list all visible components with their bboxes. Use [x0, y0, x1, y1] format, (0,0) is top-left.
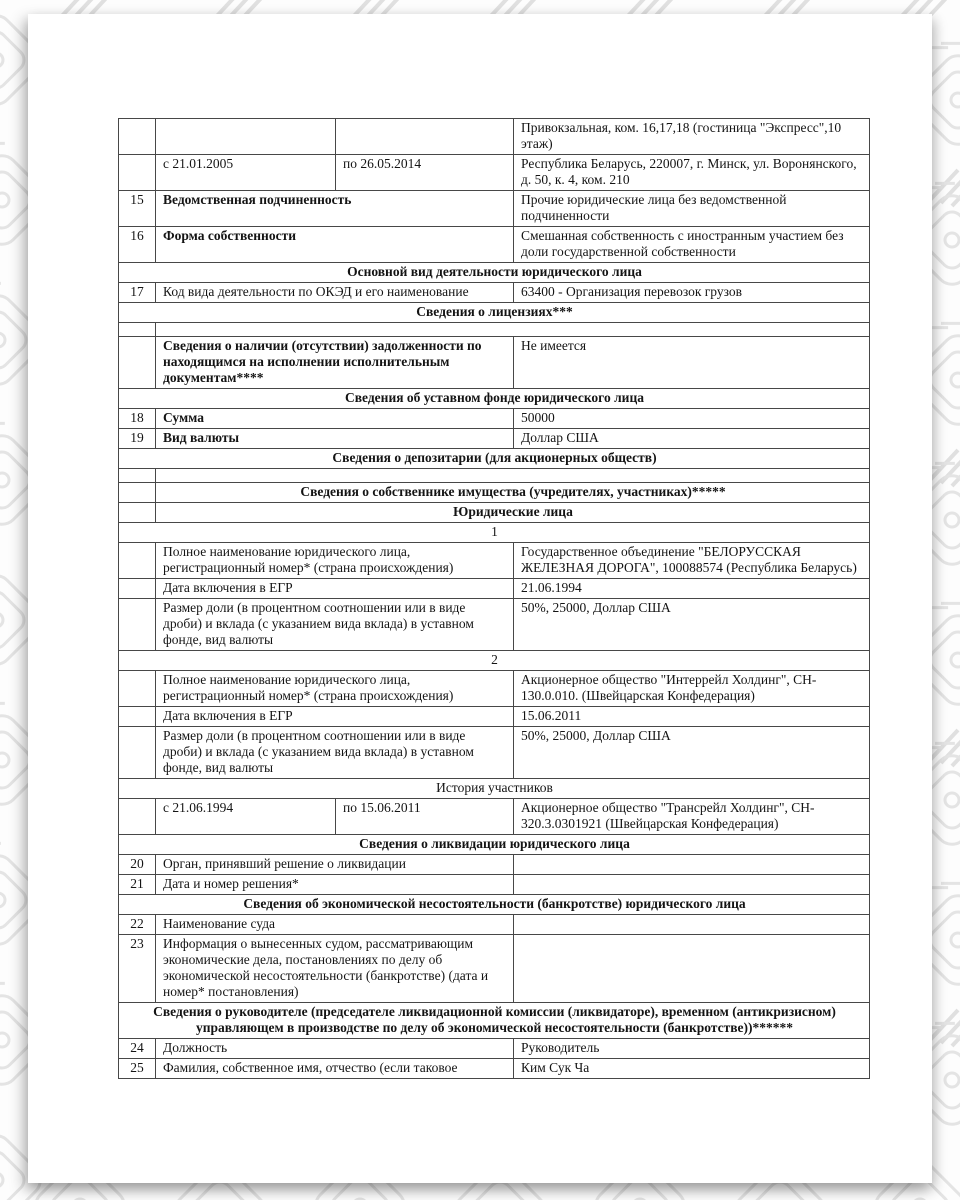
row-number-cell: [119, 119, 156, 155]
table-row: [119, 155, 870, 191]
table-row: [119, 429, 870, 449]
row-value-cell: 50000: [514, 409, 870, 429]
row-value-cell: Прочие юридические лица без ведомственной подчиненности: [514, 191, 870, 227]
row-number-cell: 25: [119, 1059, 156, 1079]
row-number-cell: [119, 483, 156, 503]
row-label-cell: Размер доли (в процентном соотношении или в виде дроби) и вклада (с указанием вида вклада) в уставном фонде, вид валюты: [156, 599, 514, 651]
table-row: [119, 483, 870, 503]
row-value-cell: 50%, 25000, Доллар США: [514, 599, 870, 651]
row-value-cell: 15.06.2011: [514, 707, 870, 727]
document-table-body: [119, 119, 870, 1079]
table-row: [119, 671, 870, 707]
row-number-cell: 15: [119, 191, 156, 227]
row-value-cell: Ким Сук Ча: [514, 1059, 870, 1079]
row-number-cell: [119, 469, 156, 483]
section-header-cell: Сведения об экономической несостоятельности (банкротстве) юридического лица: [119, 895, 870, 915]
table-row: [119, 503, 870, 523]
section-header-cell: Сведения о собственнике имущества (учредителях, участниках)*****: [156, 483, 870, 503]
table-row: [119, 895, 870, 915]
row-value-cell: 50%, 25000, Доллар США: [514, 727, 870, 779]
row-value-cell: Привокзальная, ком. 16,17,18 (гостиница "Экспресс",10 этаж): [514, 119, 870, 155]
row-number-cell: [119, 503, 156, 523]
section-header-cell: Юридические лица: [156, 503, 870, 523]
row-label-cell: Вид валюты: [156, 429, 514, 449]
table-row: [119, 779, 870, 799]
row-number-cell: [119, 337, 156, 389]
row-label-cell: Сведения о наличии (отсутствии) задолженности по находящимся на исполнении исполнительным документам****: [156, 337, 514, 389]
row-label-cell: Фамилия, собственное имя, отчество (если таковое: [156, 1059, 514, 1079]
row-label-cell: Код вида деятельности по ОКЭД и его наименование: [156, 283, 514, 303]
date-to-cell: по 15.06.2011: [336, 799, 514, 835]
row-label-cell: Размер доли (в процентном соотношении или в виде дроби) и вклада (с указанием вида вклада) в уставном фонде, вид валюты: [156, 727, 514, 779]
row-number-cell: 23: [119, 935, 156, 1003]
row-label-cell: Орган, принявший решение о ликвидации: [156, 855, 514, 875]
table-row: [119, 799, 870, 835]
date-from-cell: с 21.06.1994: [156, 799, 336, 835]
row-number-cell: [119, 599, 156, 651]
row-label-cell: Наименование суда: [156, 915, 514, 935]
table-row: [119, 727, 870, 779]
date-to-cell: по 26.05.2014: [336, 155, 514, 191]
row-label-cell: Форма собственности: [156, 227, 514, 263]
document-table: [118, 118, 870, 1079]
row-value-cell: Доллар США: [514, 429, 870, 449]
table-row: [119, 915, 870, 935]
row-label-cell: Дата включения в ЕГР: [156, 579, 514, 599]
row-label-cell: Сумма: [156, 409, 514, 429]
date-from-cell: [156, 119, 336, 155]
table-row: [119, 469, 870, 483]
row-value-cell: Акционерное общество "Интеррейл Холдинг", CH-130.0.010. (Швейцарская Конфедерация): [514, 671, 870, 707]
row-number-cell: 24: [119, 1039, 156, 1059]
document-page: [28, 14, 932, 1183]
row-value-cell: Акционерное общество "Трансрейл Холдинг", CH-320.3.0301921 (Швейцарская Конфедерация): [514, 799, 870, 835]
row-value-cell: Руководитель: [514, 1039, 870, 1059]
row-number-cell: 18: [119, 409, 156, 429]
row-number-cell: [119, 323, 156, 337]
table-row: [119, 1059, 870, 1079]
row-number-cell: 17: [119, 283, 156, 303]
date-to-cell: [336, 119, 514, 155]
group-label-cell: 2: [119, 651, 870, 671]
row-label-cell: Информация о вынесенных судом, рассматривающим экономические дела, постановлениях по делу об экономической несостоятельности (банкротстве) (дата и номер* постановления): [156, 935, 514, 1003]
row-value-cell: [514, 915, 870, 935]
group-label-cell: 1: [119, 523, 870, 543]
row-number-cell: 20: [119, 855, 156, 875]
table-row: [119, 543, 870, 579]
table-row: [119, 579, 870, 599]
row-value-cell: Не имеется: [514, 337, 870, 389]
table-row: [119, 191, 870, 227]
row-number-cell: [119, 799, 156, 835]
section-header-cell: Сведения о руководителе (председателе ликвидационной комиссии (ликвидаторе), временном (антикризисном) управляющем в производстве по делу об экономической несостоятельности (банкротстве))******: [119, 1003, 870, 1039]
group-label-cell: История участников: [119, 779, 870, 799]
table-row: [119, 835, 870, 855]
table-row: [119, 449, 870, 469]
row-value-cell: 63400 - Организация перевозок грузов: [514, 283, 870, 303]
row-number-cell: [119, 579, 156, 599]
table-row: [119, 323, 870, 337]
table-row: [119, 523, 870, 543]
table-row: [119, 119, 870, 155]
row-value-cell: Республика Беларусь, 220007, г. Минск, ул. Воронянского, д. 50, к. 4, ком. 210: [514, 155, 870, 191]
row-value-cell: 21.06.1994: [514, 579, 870, 599]
row-label-cell: Полное наименование юридического лица, регистрационный номер* (страна происхождения): [156, 543, 514, 579]
table-row: [119, 1003, 870, 1039]
row-value-cell: Смешанная собственность с иностранным участием без доли государственной собственности: [514, 227, 870, 263]
empty-cell: [156, 469, 870, 483]
table-row: [119, 303, 870, 323]
section-header-cell: Сведения о депозитарии (для акционерных обществ): [119, 449, 870, 469]
section-header-cell: Сведения об уставном фонде юридического лица: [119, 389, 870, 409]
table-row: [119, 227, 870, 263]
row-label-cell: Ведомственная подчиненность: [156, 191, 514, 227]
row-label-cell: Должность: [156, 1039, 514, 1059]
row-number-cell: [119, 543, 156, 579]
table-row: [119, 263, 870, 283]
row-label-cell: Дата и номер решения*: [156, 875, 514, 895]
row-number-cell: 21: [119, 875, 156, 895]
table-row: [119, 283, 870, 303]
row-value-cell: [514, 935, 870, 1003]
section-header-cell: Основной вид деятельности юридического лица: [119, 263, 870, 283]
table-row: [119, 651, 870, 671]
date-from-cell: с 21.01.2005: [156, 155, 336, 191]
row-number-cell: 22: [119, 915, 156, 935]
table-row: [119, 935, 870, 1003]
table-row: [119, 855, 870, 875]
table-row: [119, 707, 870, 727]
empty-cell: [156, 323, 870, 337]
section-header-cell: Сведения о ликвидации юридического лица: [119, 835, 870, 855]
table-row: [119, 599, 870, 651]
row-number-cell: [119, 671, 156, 707]
table-row: [119, 409, 870, 429]
row-number-cell: [119, 727, 156, 779]
row-number-cell: 19: [119, 429, 156, 449]
table-row: [119, 1039, 870, 1059]
row-label-cell: Полное наименование юридического лица, регистрационный номер* (страна происхождения): [156, 671, 514, 707]
table-row: [119, 875, 870, 895]
row-number-cell: [119, 707, 156, 727]
row-number-cell: [119, 155, 156, 191]
row-number-cell: 16: [119, 227, 156, 263]
section-header-cell: Сведения о лицензиях***: [119, 303, 870, 323]
row-label-cell: Дата включения в ЕГР: [156, 707, 514, 727]
row-value-cell: [514, 855, 870, 875]
table-row: [119, 337, 870, 389]
table-row: [119, 389, 870, 409]
row-value-cell: Государственное объединение "БЕЛОРУССКАЯ ЖЕЛЕЗНАЯ ДОРОГА", 100088574 (Республика Беларусь): [514, 543, 870, 579]
row-value-cell: [514, 875, 870, 895]
